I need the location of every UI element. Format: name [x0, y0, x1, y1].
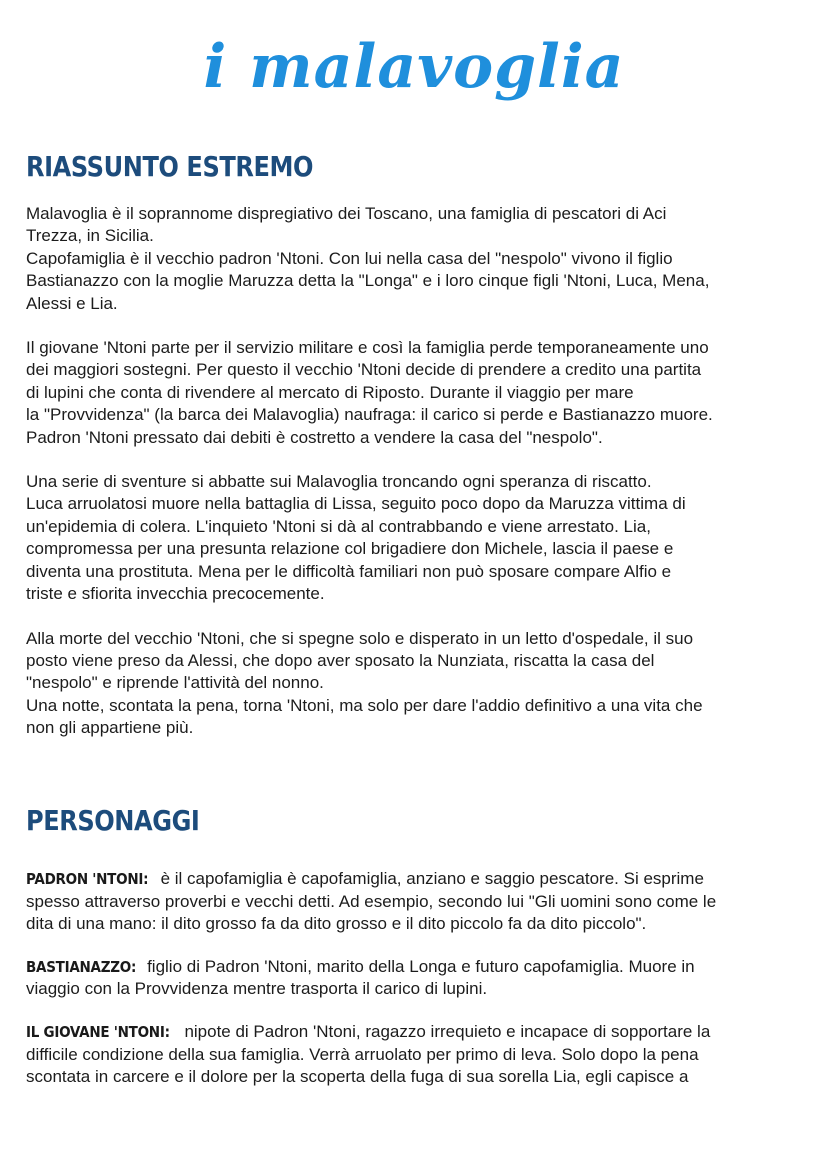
text-line: Luca arruolatosi muore nella battaglia di Lissa, seguito poco dopo da Maruzza vittima di: [26, 494, 686, 514]
text-line: un'epidemia di colera. L'inquieto 'Ntoni si dà al contrabbando e viene arrestato. Lia,: [26, 516, 651, 536]
characters-body: [26, 868, 806, 1109]
text-line: diventa una prostituta. Mena per le difficoltà familiari non può sposare compare Alfio e: [26, 561, 672, 581]
summary-heading: RIASSUNTO ESTREMO: [26, 150, 314, 183]
text-line: figlio di Padron 'Ntoni, marito della Longa e futuro capofamiglia. Muore in: [147, 956, 695, 976]
text-line: Capofamiglia è il vecchio padron 'Ntoni. Con lui nella casa del "nespolo" vivono il figlio: [26, 248, 673, 268]
text-line: compromessa per una presunta relazione col brigadiere don Michele, lascia il paese e: [26, 539, 674, 559]
text-line: viaggio con la Provvidenza mentre trasporta il carico di lupini.: [26, 979, 488, 999]
text-line: è il capofamiglia è capofamiglia, anziano e saggio pescatore. Si esprime: [160, 869, 704, 888]
text-line: posto viene preso da Alessi, che dopo aver sposato la Nunziata, riscatta la casa del: [26, 650, 655, 670]
text-line: Alla morte del vecchio 'Ntoni, che si spegne solo e disperato in un letto d'ospedale, il suo: [26, 628, 694, 648]
text-line: Una notte, scontata la pena, torna 'Ntoni, ma solo per dare l'addio definitivo a una vita che: [26, 695, 703, 715]
character-entry-bastianazzo: [26, 956, 806, 1001]
summary-paragraph-4: [26, 628, 806, 740]
summary-body: [26, 203, 806, 762]
text-line: la "Provvidenza" (la barca dei Malavoglia) naufraga: il carico si perde e Bastianazzo muore.: [26, 405, 713, 425]
text-line: triste e sfiorita invecchia precocemente.: [26, 584, 325, 604]
summary-paragraph-2: [26, 337, 806, 449]
text-line: nipote di Padron 'Ntoni, ragazzo irrequieto e incapace di sopportare la: [184, 1021, 711, 1041]
text-line: Alessi e Lia.: [26, 293, 118, 313]
character-entry-padron-ntoni: [26, 868, 806, 936]
characters-heading: PERSONAGGI: [26, 804, 200, 837]
text-line: "nespolo" e riprende l'attività del nonno.: [26, 673, 324, 693]
text-line: Una serie di sventure si abbatte sui Malavoglia troncando ogni speranza di riscatto.: [26, 472, 652, 492]
text-line: Bastianazzo con la moglie Maruzza detta la "Longa" e i loro cinque figli 'Ntoni, Luca, Mena,: [26, 271, 710, 291]
character-name: BASTIANAZZO:: [26, 957, 137, 976]
text-line: Il giovane 'Ntoni parte per il servizio militare e così la famiglia perde temporaneamente uno: [26, 338, 709, 358]
text-line: dita di una mano: il dito grosso fa da dito grosso e il dito piccolo fa da dito piccolo".: [26, 914, 647, 934]
summary-paragraph-1: [26, 203, 806, 315]
page-title: i malavoglia: [203, 32, 625, 102]
summary-paragraph-3: [26, 471, 806, 605]
text-line: Padron 'Ntoni pressato dai debiti è costretto a vendere la casa del "nespolo".: [26, 427, 603, 447]
text-line: scontata in carcere e il dolore per la scoperta della fuga di sua sorella Lia, egli capisce a: [26, 1067, 689, 1087]
text-line: Malavoglia è il soprannome dispregiativo dei Toscano, una famiglia di pescatori di Aci: [26, 204, 667, 223]
text-line: spesso attraverso proverbi e vecchi detti. Ad esempio, secondo lui "Gli uomini sono come le: [26, 891, 717, 911]
text-line: di lupini che conta di rivendere al mercato di Riposto. Durante il viaggio per mare: [26, 382, 634, 402]
character-entry-giovane-ntoni: [26, 1021, 806, 1089]
text-line: Trezza, in Sicilia.: [26, 226, 154, 246]
character-name: IL GIOVANE 'NTONI:: [26, 1022, 170, 1041]
character-name: PADRON 'NTONI:: [26, 870, 149, 888]
text-line: difficile condizione della sua famiglia. Verrà arruolato per primo di leva. Solo dopo la pena: [26, 1044, 699, 1064]
text-line: non gli appartiene più.: [26, 718, 194, 738]
text-line: dei maggiori sostegni. Per questo il vecchio 'Ntoni decide di prendere a credito una partita: [26, 360, 702, 380]
